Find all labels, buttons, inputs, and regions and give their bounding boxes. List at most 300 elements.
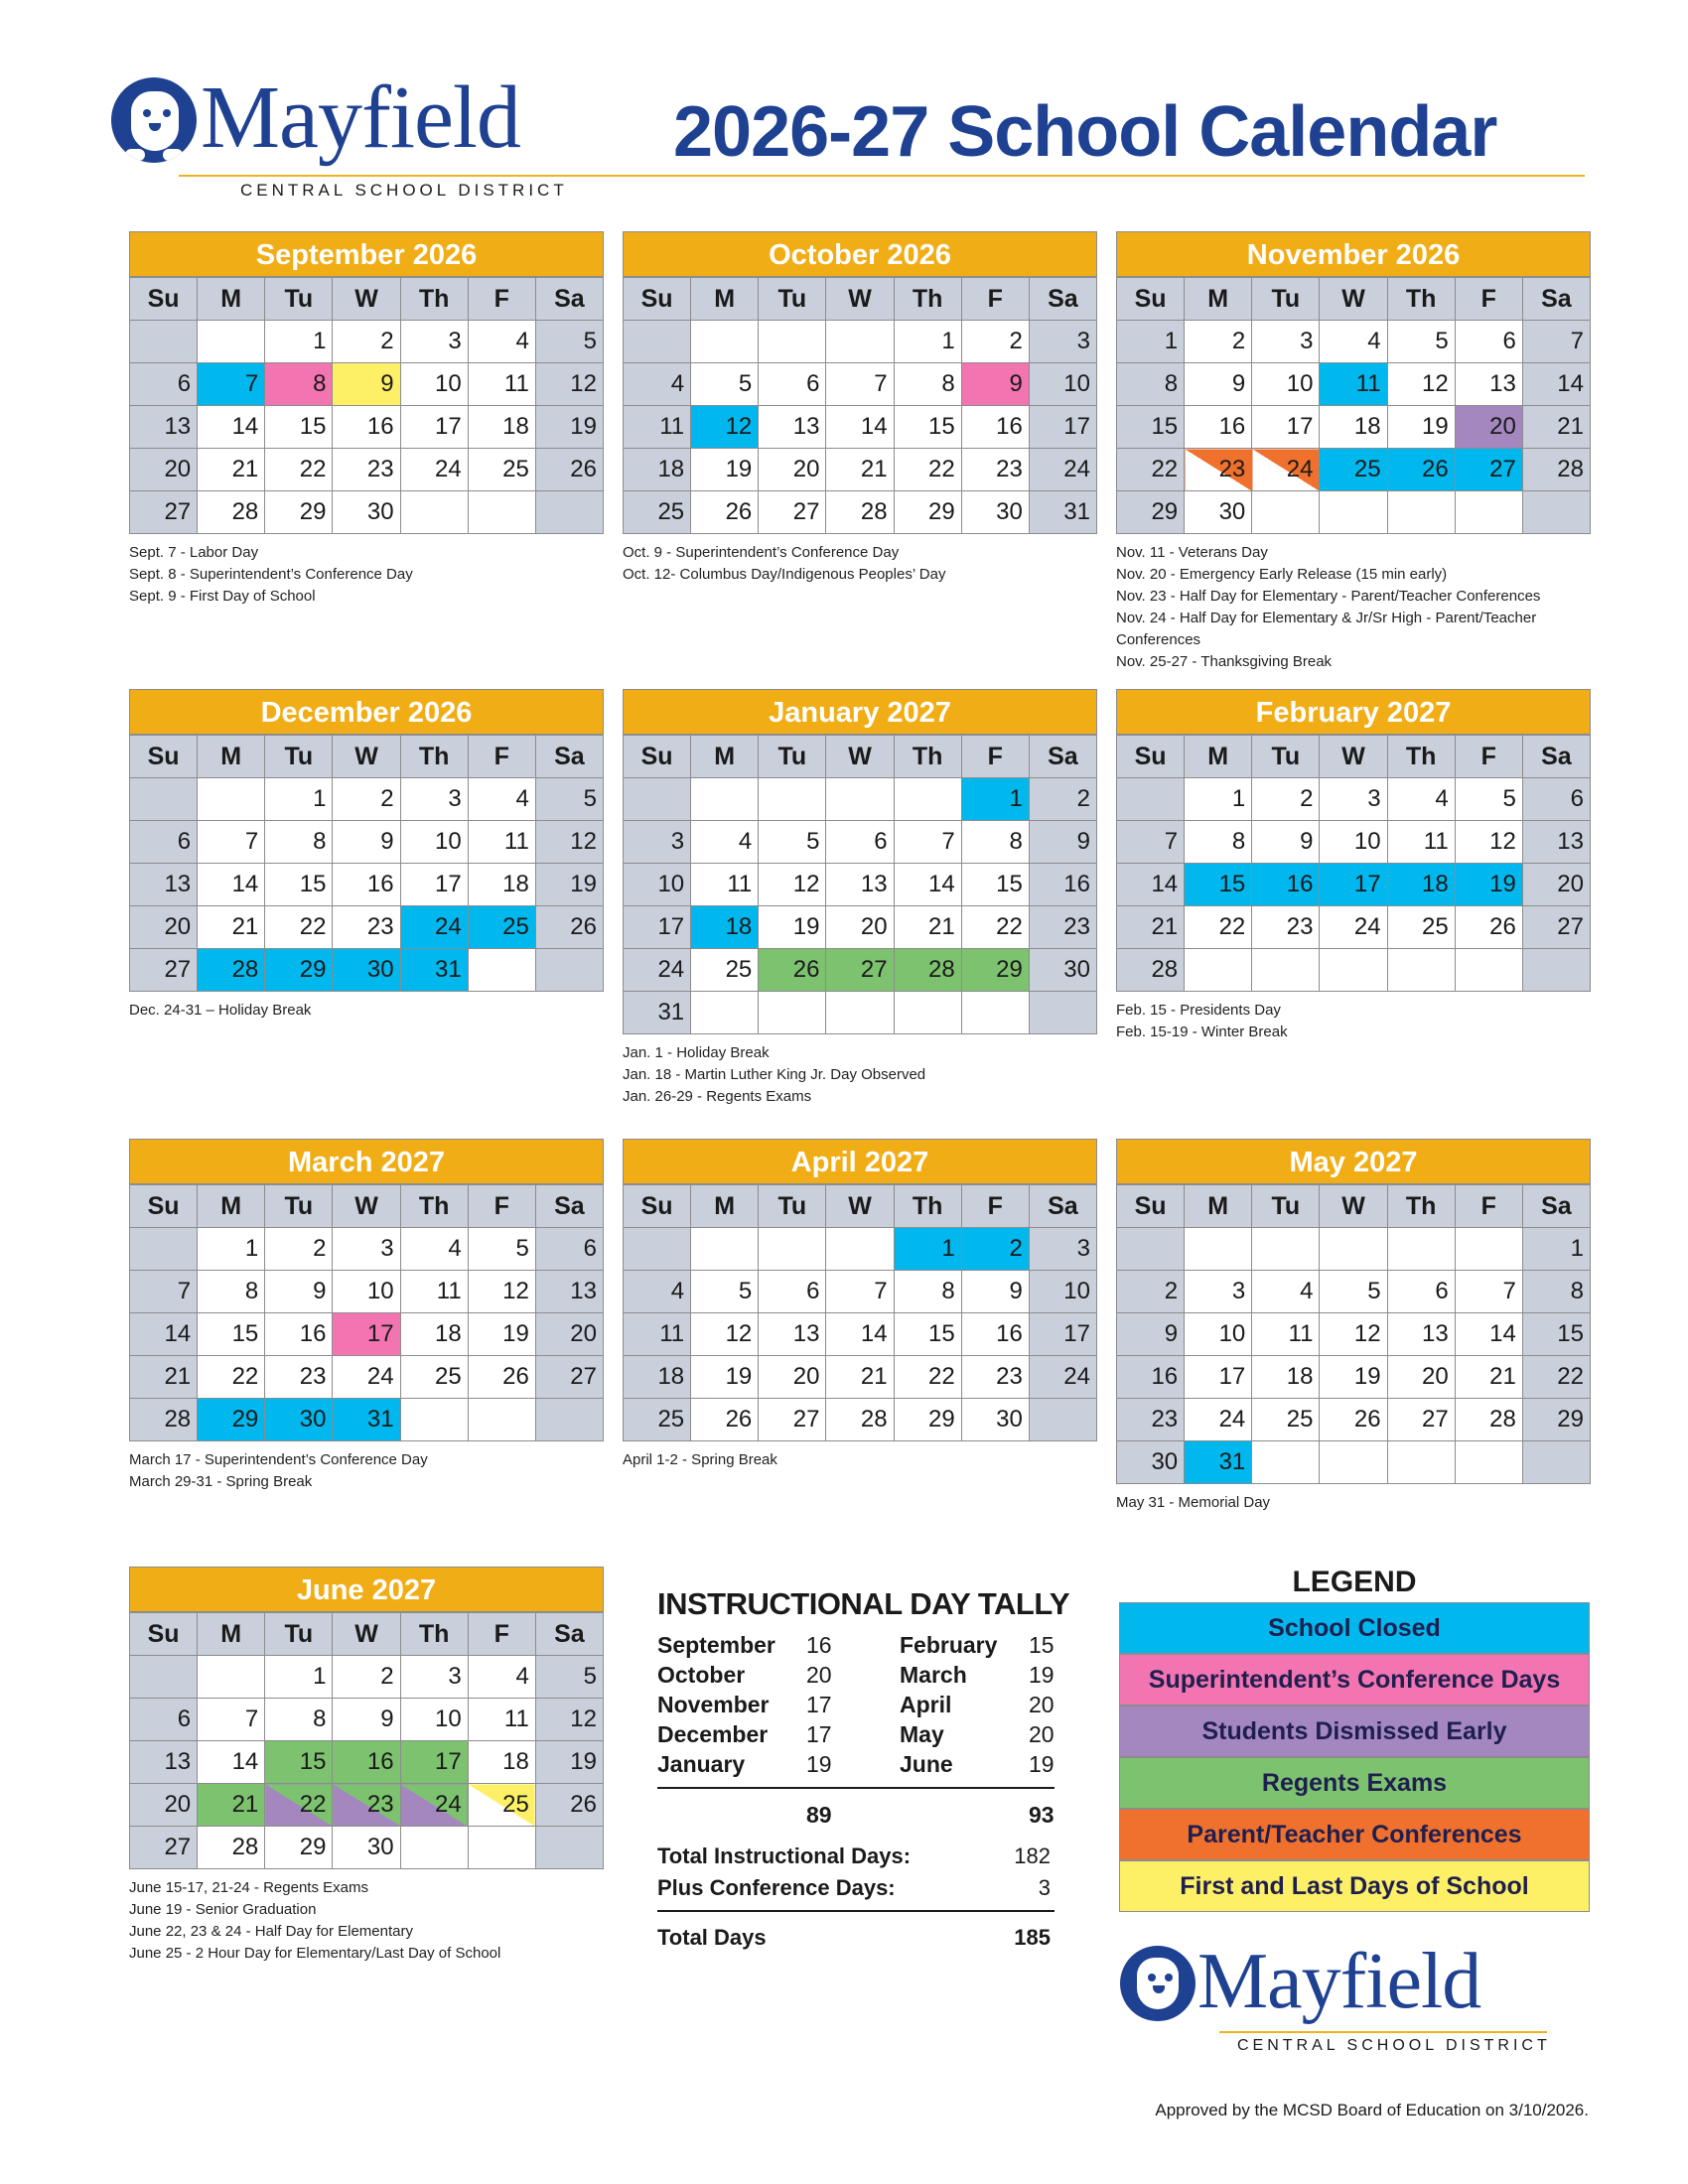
empty-day-cell	[198, 1656, 265, 1699]
day-cell: 8	[265, 821, 333, 864]
tally-instructional-value: 182	[1014, 1843, 1051, 1868]
tally-total-value: 185	[1014, 1925, 1051, 1950]
weekday-header: Th	[894, 278, 961, 321]
day-cell: 30	[961, 491, 1029, 534]
day-cell: 28	[198, 949, 265, 992]
day-cell: 22	[198, 1356, 265, 1399]
day-cell: 30	[1029, 949, 1096, 992]
weekday-header: M	[1185, 278, 1252, 321]
month-february-2027	[1116, 689, 1591, 1043]
day-cell: 19	[535, 1741, 603, 1784]
month-title: April 2027	[623, 1139, 1097, 1184]
month-october-2026	[623, 231, 1097, 586]
day-cell: 10	[400, 1699, 468, 1741]
day-cell: 5	[691, 1271, 759, 1313]
day-cell: 27	[759, 491, 826, 534]
weekday-header: Tu	[1252, 736, 1320, 778]
weekday-header: Su	[130, 736, 198, 778]
month-grid	[1116, 277, 1591, 534]
day-cell: 23	[961, 1356, 1029, 1399]
weekday-header: Su	[624, 736, 691, 778]
month-note: June 15-17, 21-24 - Regents Exams	[129, 1879, 368, 1896]
day-cell: 17	[1029, 1313, 1096, 1356]
day-cell: 18	[468, 1741, 535, 1784]
day-cell: 2	[961, 1228, 1029, 1271]
day-cell: 13	[1522, 821, 1590, 864]
empty-day-cell	[1522, 1441, 1590, 1484]
day-cell: 11	[1387, 821, 1455, 864]
empty-day-cell	[826, 778, 894, 821]
legend-first-last-days: First and Last Days of School	[1119, 1860, 1590, 1912]
empty-day-cell	[130, 1656, 198, 1699]
empty-day-cell	[894, 992, 961, 1034]
day-cell: 31	[1185, 1441, 1252, 1484]
day-cell: 24	[1320, 906, 1387, 949]
empty-day-cell	[468, 1827, 535, 1869]
day-cell: 20	[759, 1356, 826, 1399]
month-note: Jan. 1 - Holiday Break	[623, 1044, 770, 1061]
weekday-header: Th	[894, 1185, 961, 1228]
empty-day-cell	[1320, 1228, 1387, 1271]
month-notes	[623, 1449, 1097, 1471]
day-cell: 21	[198, 906, 265, 949]
day-cell: 13	[130, 406, 198, 449]
empty-day-cell	[1320, 1441, 1387, 1484]
weekday-header: Th	[1387, 1185, 1455, 1228]
day-cell: 27	[759, 1399, 826, 1441]
empty-day-cell	[130, 321, 198, 363]
day-cell: 26	[535, 449, 603, 491]
weekday-header: Tu	[759, 1185, 826, 1228]
day-cell: 27	[130, 949, 198, 992]
day-cell: 7	[826, 1271, 894, 1313]
day-cell: 13	[826, 864, 894, 906]
weekday-header: Sa	[1029, 278, 1096, 321]
empty-day-cell	[400, 1827, 468, 1869]
day-cell: 2	[1029, 778, 1096, 821]
month-note: March 17 - Superintendent’s Conference Day	[129, 1451, 428, 1468]
day-cell: 6	[1455, 321, 1522, 363]
day-cell: 15	[1185, 864, 1252, 906]
day-cell: 5	[535, 778, 603, 821]
day-cell: 28	[1117, 949, 1185, 992]
empty-day-cell	[691, 321, 759, 363]
weekday-header: M	[198, 736, 265, 778]
day-cell: 3	[400, 778, 468, 821]
day-cell: 30	[1185, 491, 1252, 534]
day-cell: 3	[1185, 1271, 1252, 1313]
month-title: January 2027	[623, 689, 1097, 735]
tally-conference-value: 3	[1038, 1875, 1051, 1900]
tally-month: September	[657, 1631, 775, 1658]
empty-day-cell	[130, 1228, 198, 1271]
weekday-header: Sa	[1029, 1185, 1096, 1228]
legend-title: LEGEND	[1292, 1566, 1417, 1598]
month-grid	[1116, 1184, 1591, 1484]
header-rule	[179, 175, 1585, 177]
day-cell: 23	[1252, 906, 1320, 949]
day-cell: 22	[1185, 906, 1252, 949]
day-cell: 9	[961, 363, 1029, 406]
day-cell: 5	[1387, 321, 1455, 363]
day-cell: 2	[333, 321, 400, 363]
tally-total-label: Total Days	[657, 1925, 767, 1950]
month-note: March 29-31 - Spring Break	[129, 1473, 313, 1490]
day-cell: 11	[468, 821, 535, 864]
weekday-header: W	[1320, 1185, 1387, 1228]
empty-day-cell	[826, 992, 894, 1034]
day-cell: 17	[1185, 1356, 1252, 1399]
legend	[1119, 1563, 1590, 1912]
day-cell: 20	[130, 1784, 198, 1827]
empty-day-cell	[624, 1228, 691, 1271]
day-cell: 23	[1117, 1399, 1185, 1441]
day-cell: 11	[624, 406, 691, 449]
empty-day-cell	[691, 778, 759, 821]
empty-day-cell	[1185, 1228, 1252, 1271]
empty-day-cell	[624, 778, 691, 821]
day-cell: 24	[1185, 1399, 1252, 1441]
month-title: February 2027	[1116, 689, 1591, 735]
day-cell: 10	[1252, 363, 1320, 406]
day-cell: 3	[400, 321, 468, 363]
month-title: May 2027	[1116, 1139, 1591, 1184]
day-cell: 28	[1455, 1399, 1522, 1441]
day-cell: 7	[826, 363, 894, 406]
day-cell: 8	[961, 821, 1029, 864]
day-cell: 4	[1320, 321, 1387, 363]
empty-day-cell	[624, 321, 691, 363]
month-november-2026	[1116, 231, 1591, 673]
day-cell: 4	[468, 1656, 535, 1699]
day-cell: 11	[400, 1271, 468, 1313]
day-cell: 26	[535, 906, 603, 949]
day-cell: 4	[400, 1228, 468, 1271]
day-cell: 7	[1455, 1271, 1522, 1313]
month-march-2027	[129, 1139, 604, 1493]
tally-total-row	[657, 1922, 1055, 1954]
day-cell: 6	[130, 363, 198, 406]
day-cell: 3	[1029, 1228, 1096, 1271]
tally-days: 15	[1029, 1631, 1055, 1658]
month-note: May 31 - Memorial Day	[1116, 1494, 1271, 1511]
day-cell: 24	[333, 1356, 400, 1399]
empty-day-cell	[1252, 1441, 1320, 1484]
day-cell: 11	[691, 864, 759, 906]
day-cell: 22	[265, 449, 333, 491]
day-cell: 16	[333, 1741, 400, 1784]
day-cell: 30	[333, 949, 400, 992]
month-title: March 2027	[129, 1139, 604, 1184]
tally-days: 19	[806, 1750, 832, 1777]
weekday-header: M	[691, 736, 759, 778]
month-note: Jan. 26-29 - Regents Exams	[623, 1088, 812, 1105]
day-cell: 15	[265, 406, 333, 449]
tally-days: 17	[806, 1691, 832, 1717]
day-cell: 18	[400, 1313, 468, 1356]
day-cell: 1	[961, 778, 1029, 821]
day-cell: 16	[1029, 864, 1096, 906]
footer-logo	[1120, 1938, 1551, 2054]
legend-school-closed: School Closed	[1119, 1602, 1590, 1654]
day-cell: 5	[535, 1656, 603, 1699]
day-cell: 16	[333, 864, 400, 906]
day-cell: 5	[1320, 1271, 1387, 1313]
day-cell: 8	[894, 363, 961, 406]
day-cell: 13	[1455, 363, 1522, 406]
month-note: Nov. 25-27 - Thanksgiving Break	[1116, 653, 1333, 670]
weekday-header: Th	[400, 736, 468, 778]
day-cell: 17	[400, 864, 468, 906]
weekday-header: Tu	[759, 278, 826, 321]
day-cell: 22	[265, 1784, 333, 1827]
day-cell: 1	[894, 321, 961, 363]
day-cell: 17	[400, 1741, 468, 1784]
empty-day-cell	[1387, 491, 1455, 534]
tally-days: 20	[806, 1661, 832, 1688]
day-cell: 10	[333, 1271, 400, 1313]
empty-day-cell	[1117, 1228, 1185, 1271]
month-title: October 2026	[623, 231, 1097, 277]
day-cell: 14	[198, 864, 265, 906]
tally-days: 17	[806, 1720, 832, 1747]
day-cell: 29	[265, 949, 333, 992]
weekday-header: M	[1185, 736, 1252, 778]
month-note: Sept. 7 - Labor Day	[129, 544, 259, 561]
day-cell: 8	[894, 1271, 961, 1313]
day-cell: 17	[1029, 406, 1096, 449]
empty-day-cell	[894, 778, 961, 821]
day-cell: 12	[1387, 363, 1455, 406]
day-cell: 14	[198, 406, 265, 449]
weekday-header: W	[333, 1613, 400, 1656]
weekday-header: Th	[400, 278, 468, 321]
legend-students-dismissed-early: Students Dismissed Early	[1119, 1706, 1590, 1757]
weekday-header: F	[468, 1185, 535, 1228]
month-note: Feb. 15 - Presidents Day	[1116, 1002, 1281, 1019]
weekday-header: Su	[130, 278, 198, 321]
weekday-header: Th	[1387, 736, 1455, 778]
day-cell: 20	[759, 449, 826, 491]
day-cell: 26	[759, 949, 826, 992]
day-cell: 4	[624, 363, 691, 406]
day-cell: 13	[130, 1741, 198, 1784]
day-cell: 19	[535, 864, 603, 906]
month-grid	[623, 735, 1097, 1034]
day-cell: 19	[468, 1313, 535, 1356]
weekday-header: F	[468, 736, 535, 778]
day-cell: 27	[1455, 449, 1522, 491]
empty-day-cell	[535, 491, 603, 534]
day-cell: 29	[265, 1827, 333, 1869]
tally-days: 20	[1029, 1691, 1055, 1717]
day-cell: 26	[691, 1399, 759, 1441]
day-cell: 18	[624, 1356, 691, 1399]
day-cell: 2	[1117, 1271, 1185, 1313]
weekday-header: M	[198, 1613, 265, 1656]
day-cell: 12	[535, 821, 603, 864]
empty-day-cell	[1387, 1228, 1455, 1271]
empty-day-cell	[198, 321, 265, 363]
day-cell: 19	[1320, 1356, 1387, 1399]
day-cell: 28	[826, 1399, 894, 1441]
day-cell: 16	[1185, 406, 1252, 449]
month-note: April 1-2 - Spring Break	[623, 1451, 777, 1468]
tally-instructional-label: Total Instructional Days:	[657, 1843, 912, 1868]
day-cell: 6	[1522, 778, 1590, 821]
empty-day-cell	[759, 321, 826, 363]
day-cell: 23	[1185, 449, 1252, 491]
weekday-header: Tu	[1252, 278, 1320, 321]
month-note: Dec. 24-31 – Holiday Break	[129, 1002, 312, 1019]
day-cell: 12	[535, 363, 603, 406]
month-notes	[623, 542, 1097, 586]
day-cell: 26	[1387, 449, 1455, 491]
day-cell: 17	[333, 1313, 400, 1356]
day-cell: 19	[1387, 406, 1455, 449]
month-grid	[1116, 735, 1591, 992]
day-cell: 18	[1252, 1356, 1320, 1399]
tally-month: February	[900, 1631, 998, 1658]
month-grid	[623, 277, 1097, 534]
day-cell: 16	[333, 406, 400, 449]
day-cell: 20	[826, 906, 894, 949]
day-cell: 23	[333, 449, 400, 491]
day-cell: 14	[894, 864, 961, 906]
day-cell: 6	[130, 821, 198, 864]
day-cell: 10	[624, 864, 691, 906]
tally-days: 19	[1029, 1661, 1055, 1688]
weekday-header: W	[333, 736, 400, 778]
day-cell: 10	[1320, 821, 1387, 864]
day-cell: 13	[535, 1271, 603, 1313]
empty-day-cell	[198, 778, 265, 821]
weekday-header: F	[468, 278, 535, 321]
day-cell: 2	[961, 321, 1029, 363]
day-cell: 9	[1185, 363, 1252, 406]
day-cell: 6	[535, 1228, 603, 1271]
day-cell: 12	[759, 864, 826, 906]
day-cell: 1	[1117, 321, 1185, 363]
month-notes	[1116, 1492, 1591, 1514]
month-title: November 2026	[1116, 231, 1591, 277]
weekday-header: Sa	[1029, 736, 1096, 778]
day-cell: 11	[468, 1699, 535, 1741]
month-note: Oct. 9 - Superintendent’s Conference Day	[623, 544, 900, 561]
day-cell: 29	[894, 1399, 961, 1441]
day-cell: 25	[400, 1356, 468, 1399]
day-cell: 23	[333, 906, 400, 949]
instructional-day-tally	[657, 1586, 1070, 1954]
empty-day-cell	[130, 778, 198, 821]
day-cell: 22	[894, 449, 961, 491]
approval-note: Approved by the MCSD Board of Education on 3/10/2026.	[1155, 2101, 1589, 2119]
day-cell: 4	[624, 1271, 691, 1313]
day-cell: 11	[1320, 363, 1387, 406]
empty-day-cell	[1455, 1228, 1522, 1271]
day-cell: 18	[691, 906, 759, 949]
weekday-header: F	[1455, 1185, 1522, 1228]
logo-wordmark: Mayfield	[1197, 1938, 1481, 2025]
day-cell: 27	[130, 1827, 198, 1869]
day-cell: 24	[400, 906, 468, 949]
day-cell: 14	[826, 1313, 894, 1356]
day-cell: 26	[691, 491, 759, 534]
day-cell: 15	[198, 1313, 265, 1356]
day-cell: 2	[1185, 321, 1252, 363]
day-cell: 25	[1320, 449, 1387, 491]
day-cell: 19	[759, 906, 826, 949]
empty-day-cell	[826, 321, 894, 363]
day-cell: 7	[198, 1699, 265, 1741]
day-cell: 14	[1455, 1313, 1522, 1356]
day-cell: 13	[130, 864, 198, 906]
weekday-header: W	[826, 1185, 894, 1228]
weekday-header: Su	[130, 1185, 198, 1228]
day-cell: 13	[759, 1313, 826, 1356]
empty-day-cell	[535, 1827, 603, 1869]
day-cell: 29	[198, 1399, 265, 1441]
day-cell: 23	[961, 449, 1029, 491]
day-cell: 24	[1252, 449, 1320, 491]
weekday-header: W	[333, 1185, 400, 1228]
day-cell: 29	[894, 491, 961, 534]
day-cell: 10	[1185, 1313, 1252, 1356]
day-cell: 17	[1252, 406, 1320, 449]
day-cell: 8	[1117, 363, 1185, 406]
weekday-header: Sa	[535, 278, 603, 321]
day-cell: 4	[691, 821, 759, 864]
weekday-header: W	[1320, 278, 1387, 321]
empty-day-cell	[1320, 491, 1387, 534]
day-cell: 8	[265, 1699, 333, 1741]
day-cell: 22	[1117, 449, 1185, 491]
day-cell: 21	[894, 906, 961, 949]
day-cell: 30	[333, 491, 400, 534]
day-cell: 20	[1455, 406, 1522, 449]
day-cell: 7	[894, 821, 961, 864]
district-logo	[111, 68, 568, 200]
day-cell: 22	[1522, 1356, 1590, 1399]
day-cell: 25	[1252, 1399, 1320, 1441]
empty-day-cell	[1455, 1441, 1522, 1484]
month-grid	[129, 1612, 604, 1869]
month-notes	[1116, 1000, 1591, 1043]
day-cell: 26	[468, 1356, 535, 1399]
day-cell: 11	[468, 363, 535, 406]
month-note: Nov. 11 - Veterans Day	[1116, 544, 1268, 561]
day-cell: 12	[1320, 1313, 1387, 1356]
empty-day-cell	[1117, 778, 1185, 821]
day-cell: 7	[1522, 321, 1590, 363]
month-note: Nov. 23 - Half Day for Elementary - Parent/Teacher Conferences	[1116, 588, 1541, 605]
day-cell: 18	[468, 406, 535, 449]
day-cell: 15	[265, 1741, 333, 1784]
day-cell: 4	[1252, 1271, 1320, 1313]
day-cell: 9	[333, 363, 400, 406]
day-cell: 8	[198, 1271, 265, 1313]
weekday-header: Sa	[535, 736, 603, 778]
day-cell: 9	[333, 1699, 400, 1741]
day-cell: 8	[1185, 821, 1252, 864]
day-cell: 4	[468, 321, 535, 363]
day-cell: 20	[1387, 1356, 1455, 1399]
month-grid	[129, 735, 604, 992]
day-cell: 1	[265, 321, 333, 363]
day-cell: 5	[1455, 778, 1522, 821]
day-cell: 10	[400, 821, 468, 864]
day-cell: 24	[400, 1784, 468, 1827]
